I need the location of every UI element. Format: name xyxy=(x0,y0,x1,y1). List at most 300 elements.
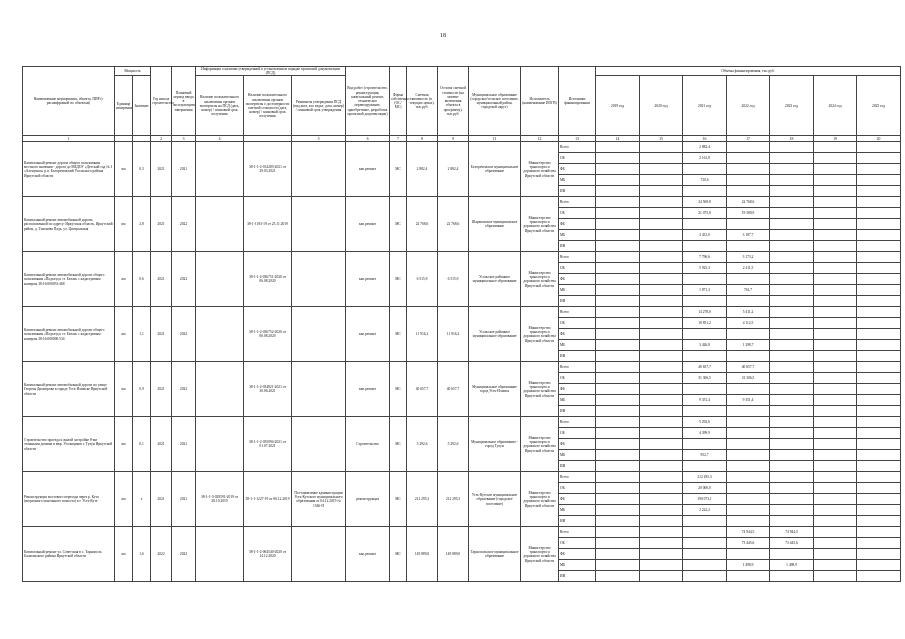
work-type: Строительство xyxy=(346,417,390,472)
remaining-cost: 2 882,4 xyxy=(438,142,469,197)
project-name: Капитальный ремонт автомобильной дороги общего пользования «Подъезд к ст. Белая» с кадастровым номером 38:16:000053:468 xyxy=(23,252,115,307)
funding-value xyxy=(640,340,683,351)
funding-value xyxy=(857,307,901,318)
executor: Министерство транспорта и дорожного хозяйства Иркутской области xyxy=(521,142,559,197)
funding-value xyxy=(770,461,814,472)
funding-value xyxy=(596,329,640,340)
cost-conclusion: 38-1-1-1227-19 от 06.12.2019 xyxy=(244,472,292,527)
funding-value xyxy=(814,505,857,516)
capacity-unit: км xyxy=(115,252,133,307)
funding-value xyxy=(770,329,814,340)
funding-value xyxy=(683,351,727,362)
table-row xyxy=(23,197,901,208)
expertise-conclusion xyxy=(196,362,244,417)
funding-value xyxy=(640,197,683,208)
funding-value xyxy=(814,560,857,571)
capacity-unit: км xyxy=(115,197,133,252)
funding-value xyxy=(727,461,770,472)
funding-value xyxy=(814,406,857,417)
funding-value xyxy=(596,450,640,461)
funding-value xyxy=(640,318,683,329)
header-year: 2024 год xyxy=(814,76,857,136)
funding-value xyxy=(857,450,901,461)
funding-source: ИИ xyxy=(559,571,596,582)
funding-value xyxy=(770,307,814,318)
ownership-form: МС xyxy=(390,472,407,527)
funding-value xyxy=(640,153,683,164)
funding-value xyxy=(640,296,683,307)
estimate-cost: 2 882,4 xyxy=(407,142,438,197)
funding-value xyxy=(814,318,857,329)
funding-value xyxy=(857,395,901,406)
funding-value xyxy=(857,571,901,582)
funding-value: 74 944,5 xyxy=(770,527,814,538)
funding-value xyxy=(640,384,683,395)
col-number: 8 xyxy=(407,136,438,142)
funding-value xyxy=(640,428,683,439)
header-psd-approval: Реквизиты утверждения ПСД (вид акта, кто издал, дата, номер) / плановый срок утверждения xyxy=(292,76,346,136)
table-row xyxy=(23,142,901,153)
funding-value: 9 351,4 xyxy=(683,395,727,406)
funding-value: 4 399,9 xyxy=(683,428,727,439)
table-row xyxy=(23,252,901,263)
funding-value xyxy=(727,274,770,285)
funding-value xyxy=(814,164,857,175)
funding-value: 5 925,3 xyxy=(683,263,727,274)
funding-value xyxy=(596,219,640,230)
funding-value xyxy=(640,406,683,417)
funding-value xyxy=(596,406,640,417)
header-expertise: Наличие положительного заключения органов экспертизы на ПСД (дата, номер) / плановый срок получения xyxy=(196,76,244,136)
funding-value: 19 580,9 xyxy=(727,208,770,219)
capacity-value: х xyxy=(133,472,151,527)
funding-value xyxy=(814,153,857,164)
funding-value xyxy=(640,252,683,263)
municipality: Тарнопольское муниципальное образование xyxy=(469,527,521,582)
estimate-cost: 6 515,9 xyxy=(407,252,438,307)
capacity-value: 0,3 xyxy=(133,142,151,197)
project-name: Капитальный ремонт ул. Советская в с. Тарнополь Балаганского района Иркутской области xyxy=(23,527,115,582)
funding-value xyxy=(596,472,640,483)
header-cost-check: Наличие положительного заключения органов экспертизы о достоверности сметной стоимости (дата, номер) / плановый срок получения xyxy=(244,76,292,136)
funding-value: 3 173,2 xyxy=(727,252,770,263)
funding-source: ФБ xyxy=(559,329,596,340)
funding-value xyxy=(857,549,901,560)
funding-value xyxy=(770,571,814,582)
funding-value xyxy=(770,164,814,175)
estimate-cost: 11 916,2 xyxy=(407,307,438,362)
funding-value xyxy=(770,197,814,208)
executor: Министерство транспорта и дорожного хозяйства Иркутской области xyxy=(521,252,559,307)
funding-value: 952,7 xyxy=(683,450,727,461)
capacity-unit: км xyxy=(115,527,133,582)
funding-source: ОБ xyxy=(559,208,596,219)
funding-value xyxy=(770,494,814,505)
funding-source: ОБ xyxy=(559,483,596,494)
header-name: Наименование мероприятия, объекта, ПИР (с расшифровкой по объектам) xyxy=(23,67,115,136)
funding-value: 24 569,8 xyxy=(683,197,727,208)
funding-value xyxy=(857,164,901,175)
funding-source: Всего xyxy=(559,197,596,208)
funding-value xyxy=(727,472,770,483)
funding-value xyxy=(640,142,683,153)
funding-value: 2 222,2 xyxy=(683,505,727,516)
funding-value xyxy=(770,296,814,307)
header-funding: Объемы финансирования, тыс.руб. xyxy=(596,67,901,76)
funding-value xyxy=(857,538,901,549)
work-type: кап.ремонт xyxy=(346,252,390,307)
funding-source: ИИ xyxy=(559,461,596,472)
funding-value xyxy=(770,263,814,274)
funding-value xyxy=(640,505,683,516)
funding-value xyxy=(640,560,683,571)
funding-value: 1 498,9 xyxy=(770,560,814,571)
funding-value xyxy=(596,296,640,307)
funding-value xyxy=(857,252,901,263)
header-ownership: Форма собственности (ОС/МС) xyxy=(390,67,407,136)
funding-value xyxy=(683,384,727,395)
funding-value xyxy=(770,417,814,428)
funding-source: МБ xyxy=(559,450,596,461)
municipality: Белореченское муниципальное образование xyxy=(469,142,521,197)
funding-value xyxy=(596,439,640,450)
funding-value xyxy=(596,263,640,274)
funding-value: 761,7 xyxy=(727,285,770,296)
funding-value xyxy=(770,549,814,560)
funding-value xyxy=(596,230,640,241)
funding-source: ОБ xyxy=(559,428,596,439)
funding-value xyxy=(814,186,857,197)
ownership-form: МС xyxy=(390,142,407,197)
funding-source: ИИ xyxy=(559,296,596,307)
funding-value xyxy=(596,362,640,373)
header-source: Источники финансирования xyxy=(559,67,596,136)
cost-conclusion: 38-1-1-2-034821-2021 от 30.06.2021 xyxy=(244,362,292,417)
funding-value: 14 278,0 xyxy=(683,307,727,318)
program-table xyxy=(22,66,901,582)
funding-value xyxy=(640,527,683,538)
col-number: 16 xyxy=(683,136,727,142)
expertise-conclusion: 38-1-1-3-029591-2019 от 28.10.2019 xyxy=(196,472,244,527)
funding-source: ИИ xyxy=(559,406,596,417)
col-number: 13 xyxy=(559,136,596,142)
funding-value xyxy=(596,186,640,197)
remaining-cost: 11 916,2 xyxy=(438,307,469,362)
funding-value xyxy=(814,219,857,230)
funding-value xyxy=(596,494,640,505)
funding-value xyxy=(596,461,640,472)
funding-value xyxy=(640,230,683,241)
funding-value xyxy=(727,384,770,395)
capacity-value: 1,1 xyxy=(133,307,151,362)
funding-value xyxy=(770,142,814,153)
funding-value xyxy=(683,274,727,285)
municipality: Шараповское муниципальное образование xyxy=(469,197,521,252)
funding-value xyxy=(814,472,857,483)
funding-value xyxy=(770,439,814,450)
capacity-value: 1,6 xyxy=(133,527,151,582)
funding-source: Всего xyxy=(559,142,596,153)
funding-source: МБ xyxy=(559,505,596,516)
funding-value xyxy=(857,263,901,274)
funding-value xyxy=(727,516,770,527)
funding-source: Всего xyxy=(559,307,596,318)
header-psd-group: Информация о наличии утвержденной в установленном порядке проектной документации (ПСД) xyxy=(196,67,346,76)
year-start: 2021 xyxy=(151,142,172,197)
funding-source: ИИ xyxy=(559,241,596,252)
funding-value xyxy=(640,549,683,560)
executor: Министерство транспорта и дорожного хозяйства Иркутской области xyxy=(521,362,559,417)
header-estimate: Сметная стоимость (в текущих ценах), тыс.руб. xyxy=(407,67,438,136)
funding-value xyxy=(857,428,901,439)
funding-value xyxy=(596,197,640,208)
col-number: 20 xyxy=(857,136,901,142)
funding-value xyxy=(596,351,640,362)
funding-value xyxy=(727,142,770,153)
funding-value xyxy=(814,450,857,461)
cost-conclusion: 38-1-1-2-036751-2020 от 06.08.2020 xyxy=(244,252,292,307)
header-year: 2023 год xyxy=(770,76,814,136)
header-work-type: Вид работ (строительство, реконструкция, капитальный ремонт, техническое перевооружение, приобретение, разработка проектной документации) xyxy=(346,67,390,136)
funding-source: ФБ xyxy=(559,549,596,560)
funding-value xyxy=(814,384,857,395)
funding-value xyxy=(640,472,683,483)
psd-approval xyxy=(292,307,346,362)
project-name: Капитальный ремонт автомобильной дороги общего пользования «Подъезд к ст. Белая» с кадастровым номером 38:16:000000:534 xyxy=(23,307,115,362)
funding-value xyxy=(770,230,814,241)
header-year: 2022 год xyxy=(727,76,770,136)
funding-value xyxy=(596,417,640,428)
funding-value: 73 445,6 xyxy=(770,538,814,549)
project-name: Капитальный ремонт автомобильной дороги по улице Георгия Димитрова в городе Усть-Илимске Иркутской области xyxy=(23,362,115,417)
year-start: 2021 xyxy=(151,197,172,252)
year-end: 2022 xyxy=(172,362,196,417)
funding-value xyxy=(727,483,770,494)
funding-value xyxy=(683,527,727,538)
funding-value xyxy=(596,241,640,252)
municipality: Муниципальное образование - город Тулун xyxy=(469,417,521,472)
cost-conclusion: 38-1-1-2-064540-2020 от 14.12.2020 xyxy=(244,527,292,582)
funding-value xyxy=(857,296,901,307)
header-year-end: Плановый период ввода в эксплуатацию/завершения xyxy=(172,67,196,136)
funding-source: МБ xyxy=(559,175,596,186)
funding-value xyxy=(727,241,770,252)
ownership-form: МС xyxy=(390,197,407,252)
capacity-unit: км xyxy=(115,142,133,197)
ownership-form: МС xyxy=(390,527,407,582)
funding-value xyxy=(596,483,640,494)
funding-source: ФБ xyxy=(559,439,596,450)
capacity-value: 0,6 xyxy=(133,252,151,307)
col-number: 17 xyxy=(727,136,770,142)
funding-value xyxy=(857,494,901,505)
funding-value: 21 075,8 xyxy=(683,208,727,219)
cost-conclusion: 38-1-1-2-036752-2020 от 06.08.2020 xyxy=(244,307,292,362)
table-row xyxy=(23,307,901,318)
funding-value xyxy=(640,274,683,285)
funding-value: 190 073,1 xyxy=(683,494,727,505)
header-municipality: Муниципальное образование (городское/сельское поселение, муниципальный район, городской округ) xyxy=(469,67,521,136)
page-number: 18 xyxy=(440,33,446,39)
work-type: кап.ремонт xyxy=(346,362,390,417)
cost-conclusion: 38-1-1-2-035094-2021 от 01.07.2021 xyxy=(244,417,292,472)
expertise-conclusion xyxy=(196,142,244,197)
funding-value xyxy=(727,351,770,362)
funding-value xyxy=(814,296,857,307)
funding-value xyxy=(596,428,640,439)
funding-value: 73 445,6 xyxy=(727,538,770,549)
header-year: 2025 год xyxy=(857,76,901,136)
funding-source: ОБ xyxy=(559,538,596,549)
funding-source: ОБ xyxy=(559,153,596,164)
funding-value xyxy=(814,483,857,494)
remaining-cost: 40 657,7 xyxy=(438,362,469,417)
funding-source: ФБ xyxy=(559,219,596,230)
funding-value xyxy=(727,329,770,340)
funding-value xyxy=(814,362,857,373)
funding-value xyxy=(727,296,770,307)
col-number: 3 xyxy=(172,136,196,142)
funding-value xyxy=(640,329,683,340)
funding-value xyxy=(596,527,640,538)
funding-value xyxy=(770,450,814,461)
funding-value xyxy=(814,241,857,252)
funding-value: 2 411,5 xyxy=(727,263,770,274)
funding-value xyxy=(683,538,727,549)
funding-value: 5 411,2 xyxy=(727,307,770,318)
funding-source: ФБ xyxy=(559,164,596,175)
project-name: Капитальный ремонт дороги общего пользования местного значения - дорога до МБДОУ «Детский сад № 1 «Аленушка» р.п. Белореченский Усольского района Иркутской области xyxy=(23,142,115,197)
funding-value xyxy=(596,153,640,164)
header-year: 2021 год xyxy=(683,76,727,136)
funding-value xyxy=(596,560,640,571)
funding-value xyxy=(857,417,901,428)
funding-value xyxy=(770,428,814,439)
funding-value xyxy=(857,219,901,230)
funding-value xyxy=(770,219,814,230)
funding-value: 5 292,6 xyxy=(683,417,727,428)
funding-value: 2 161,8 xyxy=(683,153,727,164)
funding-value xyxy=(857,483,901,494)
psd-approval xyxy=(292,417,346,472)
funding-value xyxy=(596,175,640,186)
funding-value xyxy=(857,208,901,219)
funding-value xyxy=(727,428,770,439)
funding-value xyxy=(857,175,901,186)
funding-value xyxy=(770,384,814,395)
funding-value xyxy=(857,472,901,483)
funding-value: 74 944,5 xyxy=(727,527,770,538)
remaining-cost: 6 515,9 xyxy=(438,252,469,307)
funding-value xyxy=(596,340,640,351)
psd-approval xyxy=(292,142,346,197)
work-type: кап.ремонт xyxy=(346,307,390,362)
funding-value xyxy=(596,395,640,406)
funding-value xyxy=(814,142,857,153)
funding-value xyxy=(814,307,857,318)
funding-value: 4 112,5 xyxy=(727,318,770,329)
funding-value xyxy=(857,153,901,164)
year-end: 2021 xyxy=(172,417,196,472)
funding-value xyxy=(727,164,770,175)
funding-source: ОБ xyxy=(559,373,596,384)
funding-value xyxy=(640,516,683,527)
funding-value xyxy=(596,373,640,384)
funding-value xyxy=(770,274,814,285)
funding-source: ФБ xyxy=(559,384,596,395)
funding-value xyxy=(640,362,683,373)
funding-value xyxy=(640,164,683,175)
psd-approval xyxy=(292,252,346,307)
funding-value xyxy=(640,450,683,461)
estimate-cost: 149 889,0 xyxy=(407,527,438,582)
funding-value xyxy=(727,494,770,505)
col-number: 19 xyxy=(814,136,857,142)
year-start: 2021 xyxy=(151,252,172,307)
col-number: 14 xyxy=(596,136,640,142)
col-number: 9 xyxy=(438,136,469,142)
funding-value xyxy=(814,263,857,274)
funding-source: ОБ xyxy=(559,263,596,274)
work-type: кап.ремонт xyxy=(346,197,390,252)
funding-value xyxy=(727,186,770,197)
funding-value xyxy=(683,241,727,252)
funding-value xyxy=(770,472,814,483)
funding-value: 7 796,6 xyxy=(683,252,727,263)
funding-value xyxy=(770,505,814,516)
work-type: реконструкция xyxy=(346,472,390,527)
funding-value xyxy=(640,186,683,197)
funding-value: 10 851,2 xyxy=(683,318,727,329)
remaining-cost: 212 295,3 xyxy=(438,472,469,527)
funding-value xyxy=(814,285,857,296)
year-end: 2022 xyxy=(172,197,196,252)
executor: Министерство транспорта и дорожного хозяйства Иркутской области xyxy=(521,417,559,472)
work-type: кап.ремонт xyxy=(346,142,390,197)
col-number: 6 xyxy=(346,136,390,142)
funding-value xyxy=(857,186,901,197)
funding-value xyxy=(857,351,901,362)
ownership-form: МС xyxy=(390,417,407,472)
funding-value xyxy=(640,538,683,549)
funding-value xyxy=(640,373,683,384)
remaining-cost: 22 768,6 xyxy=(438,197,469,252)
funding-value xyxy=(596,164,640,175)
funding-value xyxy=(814,428,857,439)
funding-value xyxy=(770,252,814,263)
executor: Министерство транспорта и дорожного хозяйства Иркутской области xyxy=(521,527,559,582)
header-value: Значение xyxy=(133,76,151,136)
funding-value: 212 295,3 xyxy=(683,472,727,483)
estimate-cost: 22 768,6 xyxy=(407,197,438,252)
funding-value xyxy=(857,461,901,472)
funding-value xyxy=(640,285,683,296)
municipality: Муниципальное образование город Усть-Илимск xyxy=(469,362,521,417)
funding-value xyxy=(770,373,814,384)
funding-value xyxy=(857,384,901,395)
col-number: 7 xyxy=(390,136,407,142)
funding-value xyxy=(596,274,640,285)
year-start: 2022 xyxy=(151,527,172,582)
table-row xyxy=(23,527,901,538)
psd-approval xyxy=(292,197,346,252)
funding-value xyxy=(770,362,814,373)
funding-value xyxy=(814,252,857,263)
funding-value xyxy=(683,439,727,450)
funding-value xyxy=(814,494,857,505)
funding-source: МБ xyxy=(559,395,596,406)
funding-value xyxy=(814,417,857,428)
